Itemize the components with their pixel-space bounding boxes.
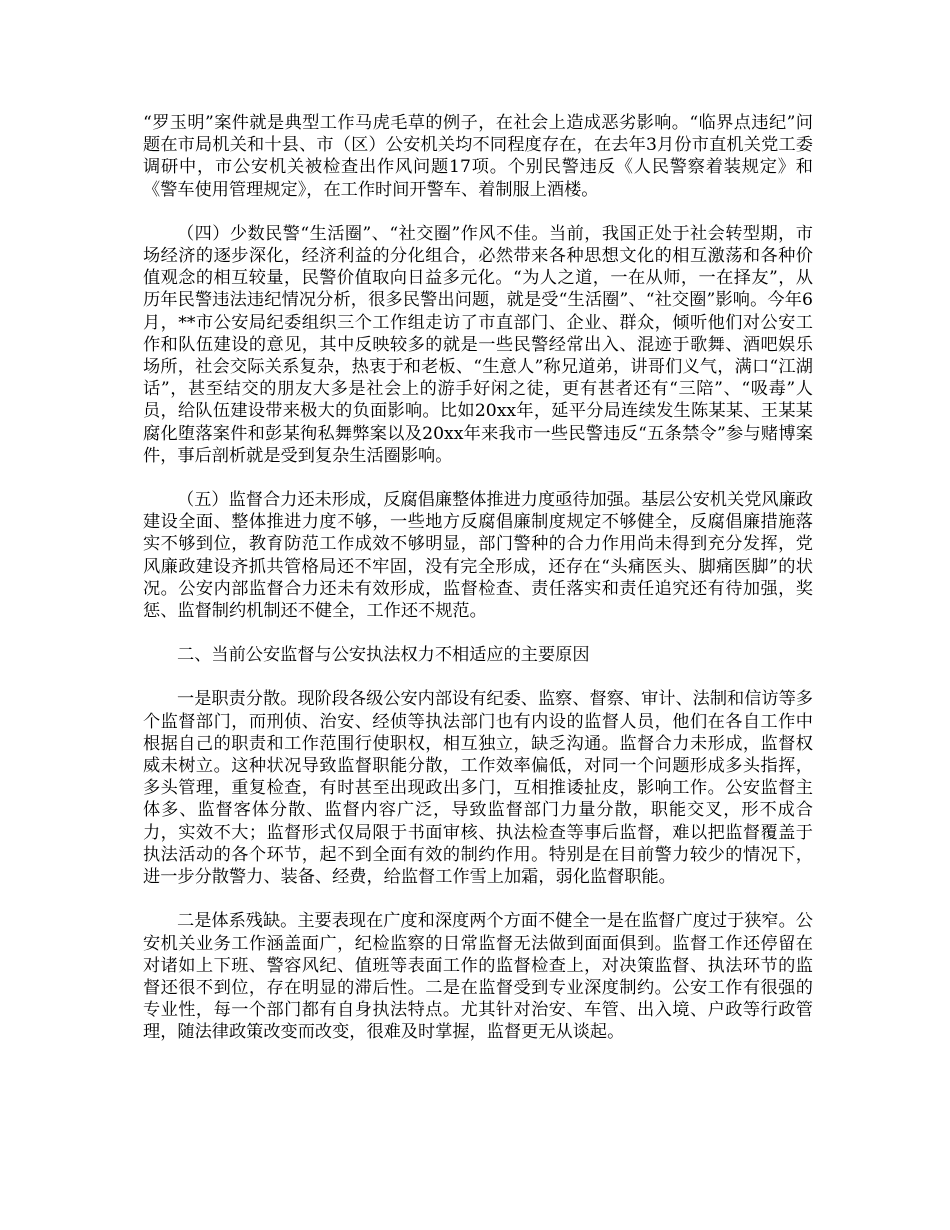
paragraph-continuation: “罗玉明”案件就是典型工作马虎毛草的例子，在社会上造成恶劣影响。“临界点违纪”问题在市局机关和十县、市（区）公安机关均不同程度存在，在去年3月份市直机关党工委调研中，市公安机关被检查出作风问题17项。个别民警违反《人民警察着装规定》和《警车使用管理规定》，在工作时间开警车、着制服上酒楼。 (143, 113, 813, 200)
paragraph-point-two: 二是体系残缺。主要表现在广度和深度两个方面不健全一是在监督广度过于狭窄。公安机关业务工作涵盖面广，纪检监察的日常监督无法做到面面俱到。监督工作还停留在对诸如上下班、警容风纪、值班等表面工作的监督检查上，对决策监督、执法环节的监督还很不到位，存在明显的滞后性。二是在监督受到专业深度制约。公安工作有很强的专业性，每一个部门都有自身执法特点。尤其针对治安、车管、出入境、户政等行政管理，随法律政策改变而改变，很难及时掌握，监督更无从谈起。 (143, 911, 813, 1043)
paragraph-section-five: （五）监督合力还未形成，反腐倡廉整体推进力度亟待加强。基层公安机关党风廉政建设全面、整体推进力度不够，一些地方反腐倡廉制度规定不够健全，反腐倡廉措施落实不够到位，教育防范工作成效不够明显，部门警种的合力作用尚未得到充分发挥，党风廉政建设齐抓共管格局还不牢固，没有完全形成，还存在“头痛医头、脚痛医脚”的状况。公安内部监督合力还未有效形成，监督检查、责任落实和责任追究还有待加强，奖惩、监督制约机制还不健全，工作还不规范。 (143, 490, 813, 622)
document-page (143, 112, 813, 1066)
paragraph-point-one: 一是职责分散。现阶段各级公安内部设有纪委、监察、督察、审计、法制和信访等多个监督部门，而刑侦、治安、经侦等执法部门也有内设的监督人员，他们在各自工作中根据自己的职责和工作范围行使职权，相互独立，缺乏沟通。监督合力未形成，监督权威未树立。这种状况导致监督职能分散，工作效率偏低，对同一个问题形成多头指挥，多头管理，重复检查，有时甚至出现政出多门，互相推诿扯皮，影响工作。公安监督主体多、监督客体分散、监督内容广泛，导致监督部门力量分散，职能交叉，形不成合力，实效不大；监督形式仅局限于书面审核、执法检查等事后监督，难以把监督覆盖于执法活动的各个环节，起不到全面有效的制约作用。特别是在目前警力较少的情况下，进一步分散警力、装备、经费，给监督工作雪上加霜，弱化监督职能。 (143, 689, 813, 888)
paragraph-section-four: （四）少数民警“生活圈”、“社交圈”作风不佳。当前，我国正处于社会转型期，市场经济的逐步深化，经济利益的分化组合，必然带来各种思想文化的相互激荡和各种价值观念的相互较量，民警价值取向日益多元化。“为人之道，一在从师，一在择友”，从历年民警违法违纪情况分析，很多民警出问题，就是受“生活圈”、“社交圈”影响。今年6月，**市公安局纪委组织三个工作组走访了市直部门、企业、群众，倾听他们对公安工作和队伍建设的意见，其中反映较多的就是一些民警经常出入、混迹于歌舞、酒吧娱乐场所，社会交际关系复杂，热衷于和老板、“生意人”称兄道弟，讲哥们义气，满口“江湖话”，甚至结交的朋友大多是社会上的游手好闲之徒，更有甚者还有“三陪”、“吸毒”人员，给队伍建设带来极大的负面影响。比如20xx年，延平分局连续发生陈某某、王某某腐化堕落案件和彭某徇私舞弊案以及20xx年来我市一些民警违反“五条禁令”参与赌博案件，事后剖析就是受到复杂生活圈影响。 (143, 223, 813, 466)
section-heading-two: 二、当前公安监督与公安执法权力不相适应的主要原因 (177, 645, 590, 666)
